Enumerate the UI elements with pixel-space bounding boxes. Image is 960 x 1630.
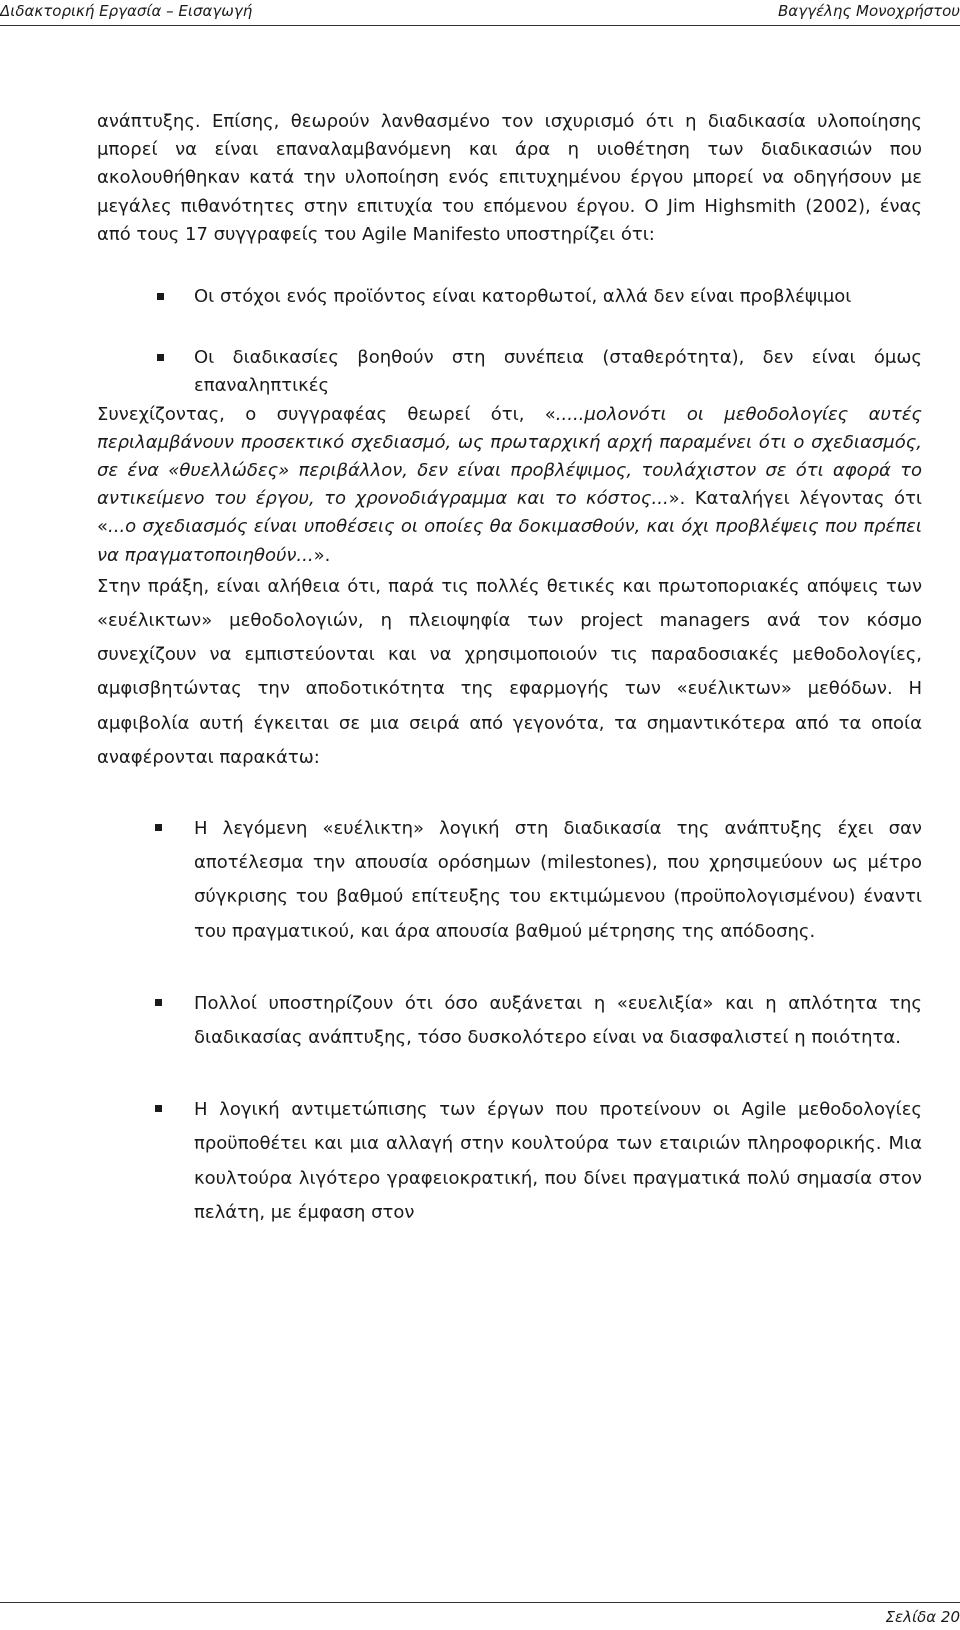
list-item-text: Πολλοί υποστηρίζουν ότι όσο αυξάνεται η «ευελιξία» και η απλότητα της διαδικασίας ανάπτυξης, τόσο δυσκολότερο είναι να διασφαλιστεί η ποιότητα.: [194, 992, 922, 1049]
document-body: [97, 108, 922, 1230]
bullet-square-icon: [157, 293, 164, 300]
bullet-square-icon: [155, 824, 162, 831]
paragraph-2: [97, 401, 922, 570]
list-item: [97, 1093, 922, 1230]
paragraph-2-intro: Συνεχίζοντας, ο συγγραφέας θεωρεί ότι, «: [97, 403, 556, 425]
bullet-square-icon: [157, 354, 164, 361]
list-item: [97, 344, 922, 400]
bullet-square-icon: [155, 999, 162, 1006]
list-item-text: Η λεγόμενη «ευέλικτη» λογική στη διαδικασία της ανάπτυξης έχει σαν αποτέλεσμα την απουσία ορόσημων (milestones), που χρησιμεύουν ως μέτρο σύγκρισης του βαθμού επίτευξης του εκτιμώμενου (προϋπολογισμένου) έναντι του πραγματικού, και άρα απουσία βαθμού μέτρησης της απόδοσης.: [194, 818, 922, 942]
paragraph-3: Στην πράξη, είναι αλήθεια ότι, παρά τις πολλές θετικές και πρωτοποριακές απόψεις των «ευέλικτων» μεθοδολογιών, η πλειοψηφία των project managers ανά τον κόσμο συνεχίζουν να εμπιστεύονται και να χρησιμοποιούν τις παραδοσιακές μεθοδολογίες, αμφισβητώντας την αποδοτικότητα της εφαρμογής των «ευέλικτων» μεθόδων. Η αμφιβολία αυτή έγκειται σε μια σειρά από γεγονότα, τα σημαντικότερα από τα οποία αναφέρονται παρακάτω:: [97, 575, 922, 768]
list-item-text: Η λογική αντιμετώπισης των έργων που προτείνουν οι Agile μεθοδολογίες προϋποθέτει και μια αλλαγή στην κουλτούρα των εταιριών πληροφορικής. Μια κουλτούρα λιγότερο γραφειοκρατική, που δίνει πραγματικά πολύ σημασία στον πελάτη, με έμφαση στον: [194, 1099, 922, 1223]
quote-1: .....μολονότι οι μεθοδολογίες αυτές περιλαμβάνουν προσεκτικό σχεδιασμό, ως πρωταρχική αρχή παραμένει ότι ο σχεδιασμός, σε ένα «θυελλώδες» περιβάλλον, δεν είναι προβλέψιμος, τουλάχιστον σε ότι αφορά το αντικείμενο του έργου, το χρονοδιάγραμμα και το κόστος...: [97, 403, 922, 510]
footer-divider: [0, 1602, 960, 1603]
quote-2: ...ο σχεδιασμός είναι υποθέσεις οι οποίες θα δοκιμασθούν, και όχι προβλέψεις που πρέπει να πραγματοποιηθούν...: [97, 516, 922, 566]
list-item: [97, 987, 922, 1055]
paragraph-2-middle: ». Καταλήγει λέγοντας ότι «: [97, 488, 922, 538]
list-item: [97, 283, 922, 311]
paragraph-2-end: ».: [313, 544, 331, 566]
bullet-square-icon: [155, 1105, 162, 1112]
bullet-list-1: [97, 283, 922, 401]
list-item: [97, 812, 922, 949]
bullet-list-2: [97, 812, 922, 1230]
header-author: Βαγγέλης Μονοχρήστου: [778, 2, 960, 20]
header-divider: [0, 25, 960, 26]
page-number: Σελίδα 20: [885, 1608, 960, 1626]
page-header: [0, 0, 960, 22]
list-item-text: Οι διαδικασίες βοηθούν στη συνέπεια (σταθερότητα), δεν είναι όμως επαναληπτικές: [194, 347, 922, 397]
header-title: Διδακτορική Εργασία – Εισαγωγή: [0, 2, 253, 20]
list-item-text: Οι στόχοι ενός προϊόντος είναι κατορθωτοί, αλλά δεν είναι προβλέψιμοι: [194, 286, 852, 308]
paragraph-1: ανάπτυξης. Επίσης, θεωρούν λανθασμένο τον ισχυρισμό ότι η διαδικασία υλοποίησης μπορεί να είναι επαναλαμβανόμενη και άρα η υιοθέτηση των διαδικασιών που ακολουθήθηκαν κατά την υλοποίηση ενός επιτυχημένου έργου μπορεί να οδηγήσουν με μεγάλες πιθανότητες στην επιτυχία του επόμενου έργου. Ο Jim Highsmith (2002), ένας από τους 17 συγγραφείς του Agile Manifesto υποστηρίζει ότι:: [97, 111, 922, 245]
